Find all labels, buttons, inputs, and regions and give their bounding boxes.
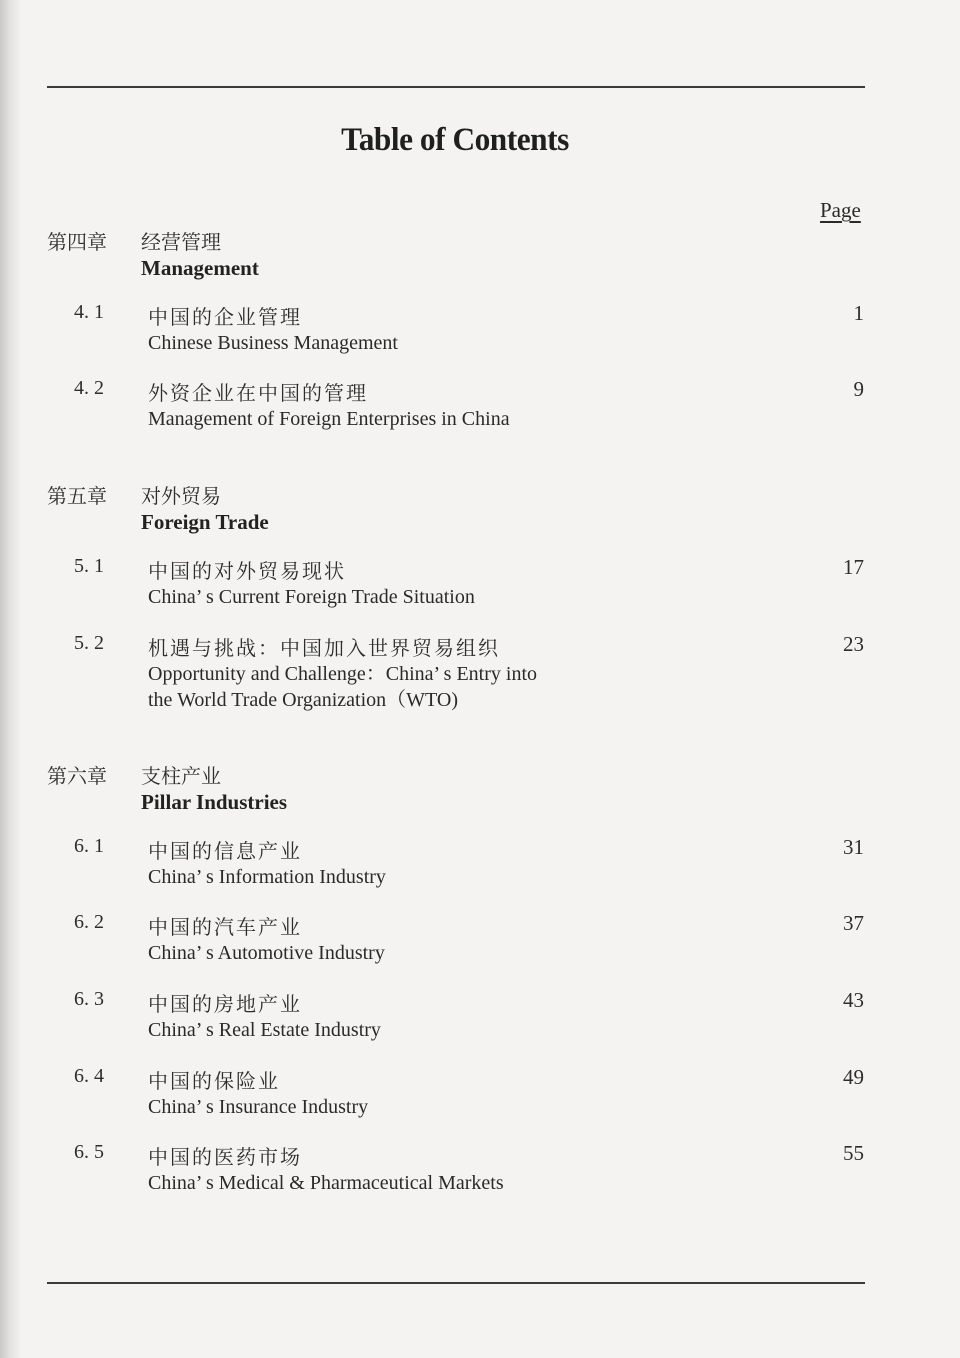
chapter-title-en: Management (141, 256, 259, 280)
section-title-cn: 中国的汽车产业 (148, 915, 302, 939)
section-number: 6. 2 (74, 911, 104, 933)
page-number: 37 (843, 911, 864, 935)
section-title-en: Management of Foreign Enterprises in China (148, 408, 510, 430)
chapter-title-en: Foreign Trade (141, 510, 269, 534)
section-title-cn: 中国的信息产业 (148, 839, 302, 863)
section-title-en-line-1: Opportunity and Challenge：China’ s Entry into (148, 663, 538, 685)
page-number: 49 (843, 1065, 864, 1089)
toc-entry-6-3[interactable] (74, 988, 864, 1043)
toc-entry-6-5[interactable] (74, 1141, 864, 1196)
chapter-title-cn: 对外贸易 (141, 484, 221, 508)
chapter-title-cn: 经营管理 (141, 230, 221, 254)
page-title: Table of Contents (341, 122, 569, 158)
toc-entry-4-2[interactable] (74, 377, 864, 432)
section-number: 6. 3 (74, 988, 104, 1010)
section-title-cn: 中国的医药市场 (148, 1145, 302, 1169)
section-title-cn: 外资企业在中国的管理 (148, 381, 368, 405)
toc-entry-6-1[interactable] (74, 835, 864, 890)
section-number: 4. 2 (74, 377, 104, 399)
toc-entry-6-2[interactable] (74, 911, 864, 966)
section-title-cn: 机遇与挑战：中国加入世界贸易组织 (148, 636, 500, 660)
toc-entry-5-2[interactable] (74, 632, 864, 713)
top-rule (47, 86, 865, 88)
page-column-label: Page (820, 198, 861, 222)
section-title-en: China’ s Automotive Industry (148, 942, 385, 964)
section-number: 6. 4 (74, 1065, 104, 1087)
page-number: 31 (843, 835, 864, 859)
section-title-en: China’ s Information Industry (148, 866, 386, 888)
section-title-cn: 中国的保险业 (148, 1069, 280, 1093)
page-spine-shadow (0, 0, 22, 1358)
page-number: 55 (843, 1141, 864, 1165)
page-number: 43 (843, 988, 864, 1012)
toc-entry-6-4[interactable] (74, 1065, 864, 1120)
chapter-label: 第五章 (47, 484, 107, 508)
section-number: 5. 1 (74, 555, 104, 577)
section-title-en-line-2: the World Trade Organization（WTO) (148, 689, 459, 711)
section-title-en: China’ s Real Estate Industry (148, 1019, 381, 1041)
chapter-label: 第四章 (47, 230, 107, 254)
section-number: 6. 5 (74, 1141, 104, 1163)
page-number: 23 (843, 632, 864, 656)
section-title-en: China’ s Insurance Industry (148, 1096, 369, 1118)
page-number: 1 (853, 301, 864, 325)
section-title-cn: 中国的房地产业 (148, 992, 302, 1016)
section-title-cn: 中国的对外贸易现状 (148, 559, 346, 583)
section-title-en: China’ s Medical & Pharmaceutical Markets (148, 1172, 504, 1194)
toc-entry-5-1[interactable] (74, 555, 864, 610)
chapter-heading-4[interactable] (47, 226, 259, 281)
section-number: 5. 2 (74, 632, 104, 654)
page-number: 9 (853, 377, 864, 401)
section-number: 4. 1 (74, 301, 104, 323)
section-title-cn: 中国的企业管理 (148, 305, 302, 329)
chapter-label: 第六章 (47, 764, 107, 788)
section-number: 6. 1 (74, 835, 104, 857)
chapter-heading-6[interactable] (47, 760, 287, 815)
chapter-title-cn: 支柱产业 (141, 764, 221, 788)
toc-entry-4-1[interactable] (74, 301, 864, 356)
bottom-rule (47, 1282, 865, 1284)
chapter-title-en: Pillar Industries (141, 790, 288, 814)
chapter-heading-5[interactable] (47, 480, 269, 535)
section-title-en: China’ s Current Foreign Trade Situation (148, 586, 475, 608)
section-title-en: Chinese Business Management (148, 332, 398, 354)
page-number: 17 (843, 555, 864, 579)
